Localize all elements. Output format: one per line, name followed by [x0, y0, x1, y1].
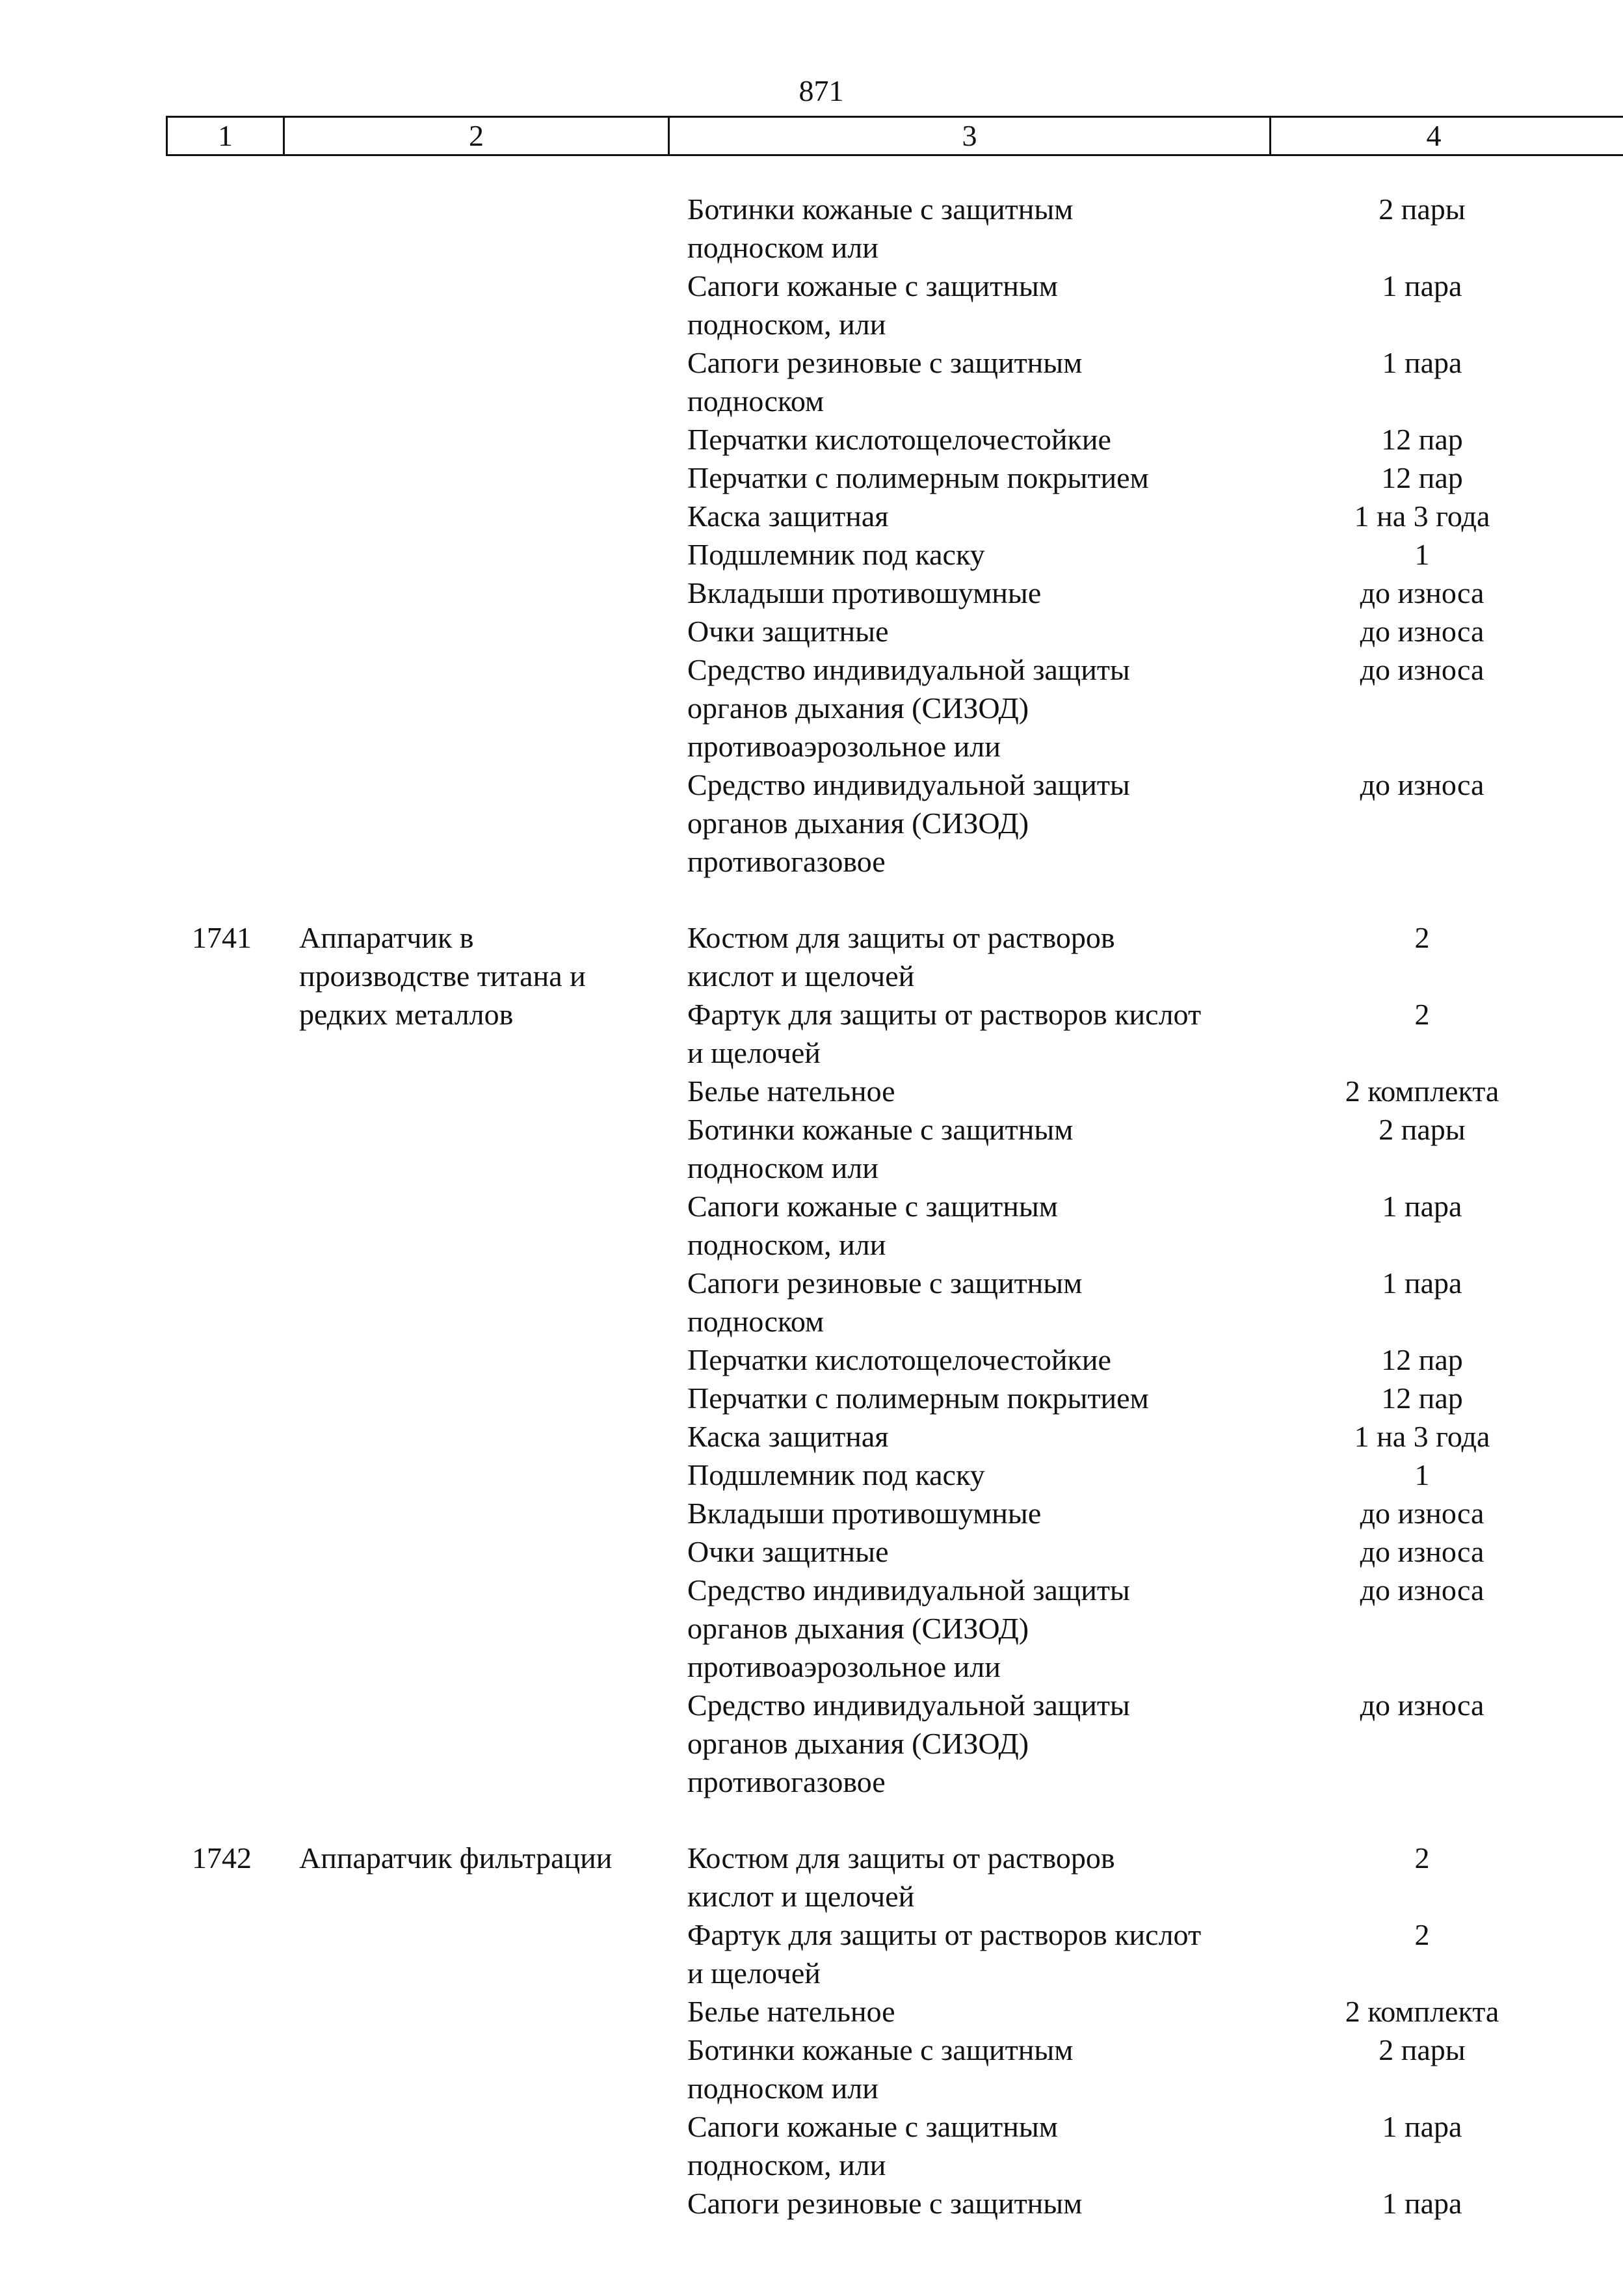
- ppe-item-quantity: до износа: [1360, 615, 1484, 648]
- ppe-item-name-line: Ботинки кожаные с защитным: [687, 1113, 1074, 1146]
- ppe-item-name-line: и щелочей: [687, 1956, 821, 1990]
- ppe-item-quantity: до износа: [1360, 1573, 1484, 1607]
- ppe-item-name: [668, 2107, 1269, 2184]
- list-item: [668, 1341, 1575, 1379]
- ppe-item-name: [668, 1417, 1269, 1456]
- ppe-item-name-line: противоаэрозольное или: [687, 730, 1001, 763]
- column-header-3: 3: [670, 118, 1271, 154]
- ppe-item-name: [668, 190, 1269, 267]
- ppe-item-name-line: Каска защитная: [687, 500, 889, 533]
- ppe-item-name-line: подноском, или: [687, 308, 886, 341]
- column-header-2: 2: [285, 118, 670, 154]
- ppe-item-name-line: Белье нательное: [687, 1995, 895, 2028]
- ppe-item-name-line: Очки защитные: [687, 1535, 889, 1568]
- list-item: [668, 995, 1575, 1072]
- list-item: [668, 1494, 1575, 1532]
- ppe-item-name-line: Перчатки кислотощелочестойкие: [687, 1343, 1111, 1376]
- ppe-item-name-line: кислот и щелочей: [687, 1880, 915, 1913]
- row-number: [166, 190, 283, 881]
- ppe-item-name-line: Сапоги кожаные с защитным: [687, 269, 1058, 302]
- ppe-item-name-line: Ботинки кожаные с защитным: [687, 2033, 1074, 2066]
- ppe-item-quantity: 1 пара: [1382, 269, 1462, 302]
- ppe-item-name: [668, 2184, 1269, 2223]
- ppe-item-name: [668, 1072, 1269, 1110]
- profession-name: [283, 1839, 668, 2223]
- list-item: [668, 1571, 1575, 1686]
- ppe-list: [668, 1839, 1575, 2223]
- ppe-list: [668, 918, 1575, 1801]
- ppe-item-name: [668, 1916, 1269, 1992]
- ppe-item-name-line: Костюм для защиты от растворов: [687, 1841, 1115, 1875]
- list-item: [668, 1110, 1575, 1187]
- table-row: [166, 918, 1623, 1801]
- ppe-item-name-line: подноском: [687, 384, 825, 418]
- ppe-item-quantity: до износа: [1360, 576, 1484, 609]
- ppe-item-name-line: Сапоги резиновые с защитным: [687, 1266, 1083, 1300]
- ppe-item-quantity: до износа: [1360, 1689, 1484, 1722]
- ppe-item-name-line: Ботинки кожаные с защитным: [687, 193, 1074, 226]
- ppe-item-name-line: органов дыхания (СИЗОД): [687, 1612, 1029, 1645]
- row-number: 1741: [192, 921, 252, 954]
- ppe-item-name-line: Фартук для защиты от растворов кислот: [687, 1918, 1202, 1951]
- ppe-item-name: [668, 1992, 1269, 2031]
- ppe-item-name: [668, 1839, 1269, 1916]
- list-item: [668, 1456, 1575, 1494]
- ppe-item-quantity: 2: [1414, 1841, 1430, 1875]
- list-item: [668, 2107, 1575, 2184]
- ppe-item-name-line: Подшлемник под каску: [687, 1458, 985, 1491]
- ppe-item-name: [668, 918, 1269, 995]
- table-row: [166, 1839, 1623, 2223]
- ppe-item-quantity: 2 пары: [1379, 2033, 1466, 2066]
- list-item: [668, 497, 1575, 535]
- table-row: [166, 190, 1623, 881]
- ppe-item-name-line: Перчатки с полимерным покрытием: [687, 1382, 1149, 1415]
- list-item: [668, 1686, 1575, 1801]
- profession-name: [283, 190, 668, 881]
- ppe-item-name-line: Белье нательное: [687, 1075, 895, 1108]
- list-item: [668, 1072, 1575, 1110]
- ppe-item-name-line: Перчатки кислотощелочестойкие: [687, 423, 1111, 456]
- list-item: [668, 1916, 1575, 1992]
- ppe-item-name-line: кислот и щелочей: [687, 959, 915, 993]
- ppe-item-name: [668, 1686, 1269, 1801]
- list-item: [668, 1264, 1575, 1341]
- ppe-item-name: [668, 1571, 1269, 1686]
- ppe-item-name: [668, 535, 1269, 574]
- ppe-item-name: [668, 459, 1269, 497]
- list-item: [668, 766, 1575, 881]
- row-number: 1742: [192, 1841, 252, 1875]
- ppe-item-quantity: 1: [1414, 538, 1430, 571]
- ppe-item-name: [668, 420, 1269, 459]
- ppe-item-name: [668, 1456, 1269, 1494]
- ppe-item-name: [668, 612, 1269, 650]
- profession-name: [283, 918, 668, 1801]
- profession-line: Аппаратчик в: [299, 921, 474, 954]
- ppe-item-quantity: 1: [1414, 1458, 1430, 1491]
- column-header-row: [166, 116, 1623, 156]
- list-item: [668, 267, 1575, 343]
- ppe-item-quantity: 2: [1414, 998, 1430, 1031]
- ppe-item-quantity: 1 на 3 года: [1354, 1420, 1490, 1453]
- ppe-item-name-line: Средство индивидуальной защиты: [687, 1573, 1130, 1607]
- table-body: [166, 190, 1623, 2260]
- list-item: [668, 612, 1575, 650]
- ppe-item-name-line: Перчатки с полимерным покрытием: [687, 461, 1149, 494]
- ppe-item-name-line: подноском: [687, 1305, 825, 1338]
- list-item: [668, 1532, 1575, 1571]
- ppe-item-name: [668, 1379, 1269, 1417]
- ppe-item-name-line: подноском или: [687, 1151, 878, 1184]
- ppe-item-name-line: органов дыхания (СИЗОД): [687, 691, 1029, 725]
- ppe-item-name: [668, 1264, 1269, 1341]
- list-item: [668, 535, 1575, 574]
- ppe-list: [668, 190, 1575, 881]
- ppe-item-quantity: 12 пар: [1381, 461, 1463, 494]
- ppe-item-quantity: до износа: [1360, 1535, 1484, 1568]
- ppe-item-name-line: Костюм для защиты от растворов: [687, 921, 1115, 954]
- list-item: [668, 574, 1575, 612]
- ppe-item-quantity: 1 пара: [1382, 2187, 1462, 2220]
- ppe-item-name-line: Вкладыши противошумные: [687, 1497, 1042, 1530]
- column-header-4: 4: [1426, 119, 1442, 152]
- ppe-item-name: [668, 343, 1269, 420]
- list-item: [668, 190, 1575, 267]
- list-item: [668, 1187, 1575, 1264]
- ppe-item-quantity: 1 пара: [1382, 1190, 1462, 1223]
- ppe-item-name-line: Средство индивидуальной защиты: [687, 1689, 1130, 1722]
- profession-line: Аппаратчик фильтрации: [299, 1841, 613, 1875]
- ppe-item-name-line: Средство индивидуальной защиты: [687, 653, 1130, 686]
- ppe-item-quantity: до износа: [1360, 653, 1484, 686]
- ppe-item-name-line: Сапоги кожаные с защитным: [687, 2110, 1058, 2143]
- ppe-item-quantity: 2 пары: [1379, 1113, 1466, 1146]
- ppe-item-name-line: Подшлемник под каску: [687, 538, 985, 571]
- list-item: [668, 2031, 1575, 2107]
- ppe-item-name-line: противоаэрозольное или: [687, 1650, 1001, 1683]
- ppe-item-name-line: Фартук для защиты от растворов кислот: [687, 998, 1202, 1031]
- ppe-item-name: [668, 574, 1269, 612]
- list-item: [668, 1992, 1575, 2031]
- list-item: [668, 918, 1575, 995]
- ppe-item-name-line: подноском или: [687, 231, 878, 264]
- page-number: 871: [798, 74, 844, 107]
- ppe-item-name: [668, 1187, 1269, 1264]
- ppe-item-name-line: Сапоги резиновые с защитным: [687, 2187, 1083, 2220]
- ppe-item-name-line: Вкладыши противошумные: [687, 576, 1042, 609]
- list-item: [668, 1379, 1575, 1417]
- ppe-item-name-line: подноском, или: [687, 1228, 886, 1261]
- ppe-item-name-line: Сапоги кожаные с защитным: [687, 1190, 1058, 1223]
- ppe-item-quantity: до износа: [1360, 768, 1484, 801]
- ppe-item-quantity: 2: [1414, 921, 1430, 954]
- ppe-item-name: [668, 1494, 1269, 1532]
- ppe-item-quantity: 1 пара: [1382, 1266, 1462, 1300]
- ppe-item-quantity: 1 пара: [1382, 346, 1462, 379]
- ppe-item-name-line: органов дыхания (СИЗОД): [687, 1727, 1029, 1760]
- ppe-item-name-line: Сапоги резиновые с защитным: [687, 346, 1083, 379]
- list-item: [668, 1839, 1575, 1916]
- ppe-item-name: [668, 267, 1269, 343]
- ppe-item-name: [668, 1341, 1269, 1379]
- ppe-item-quantity: 2 комплекта: [1345, 1995, 1499, 2028]
- ppe-item-name: [668, 2031, 1269, 2107]
- profession-line: редких металлов: [299, 998, 514, 1031]
- list-item: [668, 2184, 1575, 2223]
- ppe-item-name-line: противогазовое: [687, 1765, 886, 1798]
- list-item: [668, 343, 1575, 420]
- ppe-item-quantity: 12 пар: [1381, 1382, 1463, 1415]
- profession-line: производстве титана и: [299, 959, 586, 993]
- ppe-item-name: [668, 1110, 1269, 1187]
- ppe-item-name: [668, 497, 1269, 535]
- ppe-item-name-line: и щелочей: [687, 1036, 821, 1069]
- list-item: [668, 459, 1575, 497]
- ppe-item-quantity: 2: [1414, 1918, 1430, 1951]
- list-item: [668, 420, 1575, 459]
- column-header-1: 1: [168, 118, 285, 154]
- ppe-item-quantity: до износа: [1360, 1497, 1484, 1530]
- ppe-item-name-line: Каска защитная: [687, 1420, 889, 1453]
- ppe-item-name: [668, 995, 1269, 1072]
- list-item: [668, 1417, 1575, 1456]
- ppe-item-name: [668, 650, 1269, 766]
- ppe-item-name: [668, 766, 1269, 881]
- ppe-item-name-line: противогазовое: [687, 845, 886, 878]
- ppe-item-quantity: 1 на 3 года: [1354, 500, 1490, 533]
- ppe-item-quantity: 12 пар: [1381, 1343, 1463, 1376]
- ppe-item-quantity: 2 пары: [1379, 193, 1466, 226]
- ppe-item-name: [668, 1532, 1269, 1571]
- ppe-item-name-line: органов дыхания (СИЗОД): [687, 807, 1029, 840]
- ppe-item-name-line: подноском, или: [687, 2148, 886, 2182]
- ppe-item-name-line: подноском или: [687, 2072, 878, 2105]
- ppe-item-quantity: 2 комплекта: [1345, 1075, 1499, 1108]
- list-item: [668, 650, 1575, 766]
- ppe-item-quantity: 12 пар: [1381, 423, 1463, 456]
- ppe-item-quantity: 1 пара: [1382, 2110, 1462, 2143]
- ppe-item-name-line: Средство индивидуальной защиты: [687, 768, 1130, 801]
- ppe-item-name-line: Очки защитные: [687, 615, 889, 648]
